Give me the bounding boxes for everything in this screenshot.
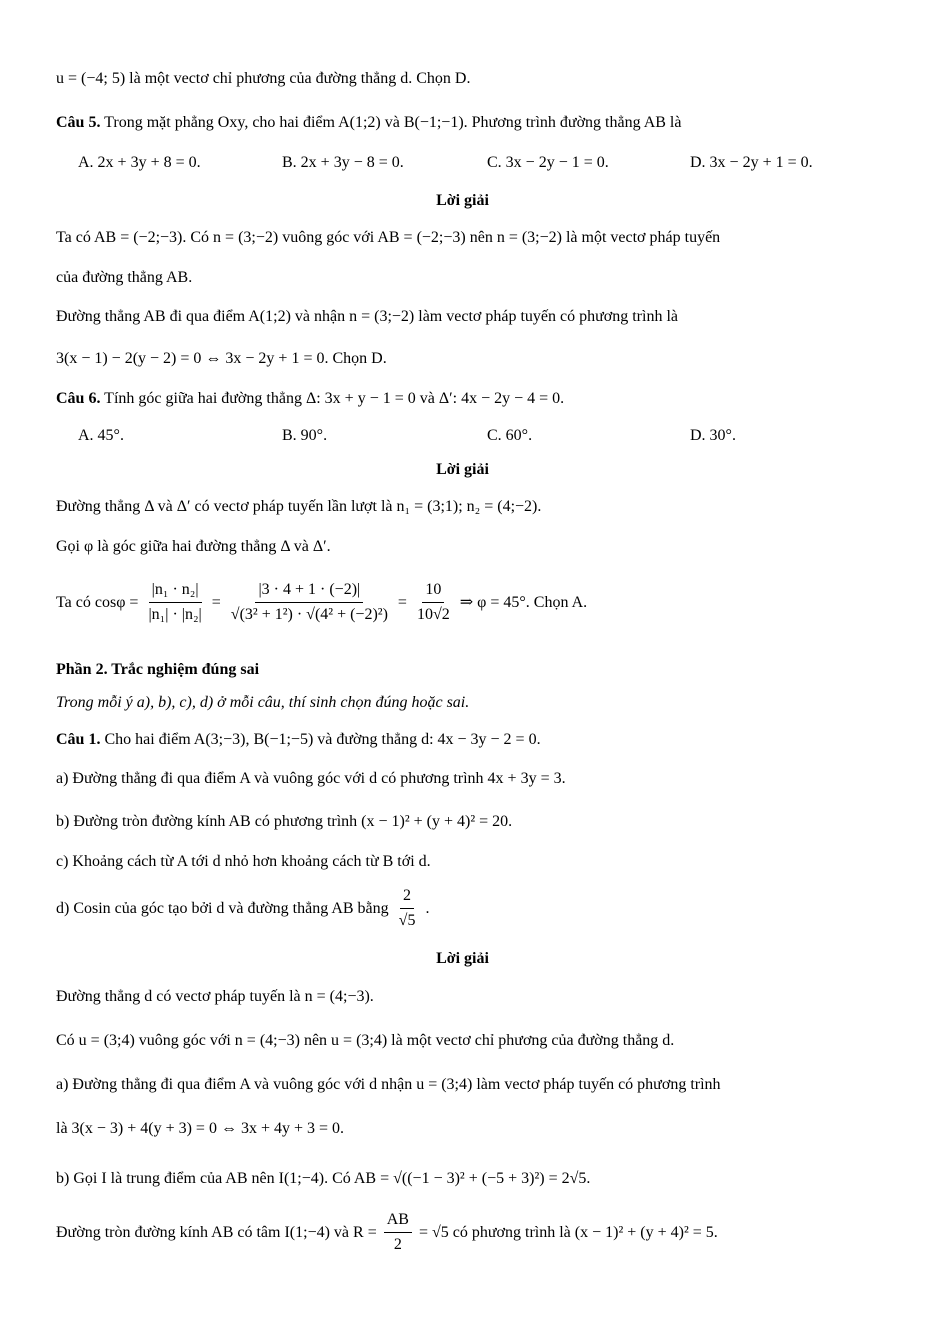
fraction-denominator: 10√2 [416, 606, 450, 623]
question-label: Câu 6. [56, 390, 101, 407]
solution-line [56, 1210, 885, 1255]
fraction-denominator: √5 [398, 912, 416, 929]
statement-d-text: d) Cosin của góc tạo bởi d và đường thẳng AB bằng [56, 899, 389, 917]
option-b: B. 90°. [282, 427, 328, 444]
solution-text: = √5 có phương trình là (x − 1)² + (y + 4)² = 5. [418, 1223, 718, 1241]
formula-line [56, 580, 885, 625]
question-text: Cho hai điểm A(3;−3), B(−1;−5) và đường thẳng d: 4x − 3y − 2 = 0. [104, 731, 541, 748]
statement-a: a) Đường thẳng đi qua điểm A và vuông góc với d có phương trình 4x + 3y = 3. [56, 770, 566, 787]
option-d: D. 30°. [690, 427, 736, 444]
formula-prefix: Ta có cosφ = [56, 593, 139, 611]
fraction-denominator: 2 [393, 1236, 402, 1253]
fraction [384, 1210, 412, 1255]
solution-line: của đường thẳng AB. [56, 269, 193, 286]
fraction [228, 580, 391, 625]
statement-d-suffix: . [425, 899, 430, 917]
solution-line: Gọi φ là góc giữa hai đường thẳng Δ và Δ′. [56, 538, 331, 555]
option-a: A. 2x + 3y + 8 = 0. [78, 154, 201, 171]
solution-title: Lời giải [436, 192, 489, 209]
fraction [396, 886, 419, 931]
fraction-numerator: 2 [400, 886, 414, 909]
solution-line: Đường thẳng Δ và Δ′ có vectơ pháp tuyến lần lượt là n₁ = (3;1); n₂ = (4;−2). [56, 498, 542, 515]
section-title: Phần 2. Trắc nghiệm đúng sai [56, 661, 260, 678]
solution-line: Đường thẳng AB đi qua điểm A(1;2) và nhận n = (3;−2) làm vectơ pháp tuyến có phương trình là [56, 308, 678, 325]
question-text: Trong mặt phẳng Oxy, cho hai điểm A(1;2) và B(−1;−1). Phương trình đường thẳng AB là [104, 114, 682, 131]
question-6 [56, 388, 885, 410]
solution-line: là 3(x − 3) + 4(y + 3) = 0 ⇔ 3x + 4y + 3 = 0. [56, 1120, 345, 1137]
option-c: C. 60°. [487, 427, 533, 444]
solution-title: Lời giải [436, 950, 489, 967]
fraction [414, 580, 453, 625]
fraction-numerator: |3 · 4 + 1 · (−2)| [255, 580, 363, 603]
solution-line: a) Đường thẳng đi qua điểm A và vuông góc với d nhận u = (3;4) làm vectơ pháp tuyến có phương trình [56, 1076, 721, 1093]
question-label: Câu 1. [56, 731, 101, 748]
fraction-numerator: AB [384, 1210, 412, 1233]
question-1 [56, 729, 885, 751]
question-5 [56, 112, 885, 134]
option-a: A. 45°. [78, 427, 124, 444]
solution-text: Đường tròn đường kính AB có tâm I(1;−4) và R = [56, 1223, 377, 1241]
fraction [145, 580, 204, 625]
statement-b: b) Đường tròn đường kính AB có phương trình (x − 1)² + (y + 4)² = 20. [56, 813, 513, 830]
equals-sign: = [211, 593, 221, 611]
fraction-numerator: |n₁ · n₂| [149, 580, 202, 603]
solution-line: 3(x − 1) − 2(y − 2) = 0 ⇔ 3x − 2y + 1 = 0. Chọn D. [56, 350, 387, 367]
solution-line: Có u = (3;4) vuông góc với n = (4;−3) nên u = (3;4) là một vectơ chỉ phương của đường thẳng d. [56, 1032, 675, 1049]
option-d: D. 3x − 2y + 1 = 0. [690, 154, 813, 171]
statement-c: c) Khoảng cách từ A tới d nhỏ hơn khoảng cách từ B tới d. [56, 853, 431, 870]
option-b: B. 2x + 3y − 8 = 0. [282, 154, 404, 171]
solution-title: Lời giải [436, 461, 489, 478]
solution-line: Đường thẳng d có vectơ pháp tuyến là n = (4;−3). [56, 988, 374, 1005]
equals-sign: = [397, 593, 407, 611]
fraction-denominator: |n₁| · |n₂| [148, 606, 202, 623]
option-c: C. 3x − 2y − 1 = 0. [487, 154, 609, 171]
text-line: u = (−4; 5) là một vectơ chỉ phương của đường thẳng d. Chọn D. [56, 70, 471, 87]
solution-line: b) Gọi I là trung điểm của AB nên I(1;−4). Có AB = √((−1 − 3)² + (−5 + 3)²) = 2√5. [56, 1170, 591, 1187]
formula-suffix: ⇒ φ = 45°. Chọn A. [459, 593, 588, 611]
section-instruction: Trong mỗi ý a), b), c), d) ở mỗi câu, thí sinh chọn đúng hoặc sai. [56, 694, 470, 711]
statement-d [56, 886, 885, 931]
solution-line: Ta có AB = (−2;−3). Có n = (3;−2) vuông góc với AB = (−2;−3) nên n = (3;−2) là một vectơ pháp tuyến [56, 229, 721, 246]
question-label: Câu 5. [56, 114, 101, 131]
fraction-numerator: 10 [422, 580, 444, 603]
question-text: Tính góc giữa hai đường thẳng Δ: 3x + y − 1 = 0 và Δ′: 4x − 2y − 4 = 0. [104, 390, 565, 407]
fraction-denominator: √(3² + 1²) · √(4² + (−2)²) [230, 606, 388, 623]
